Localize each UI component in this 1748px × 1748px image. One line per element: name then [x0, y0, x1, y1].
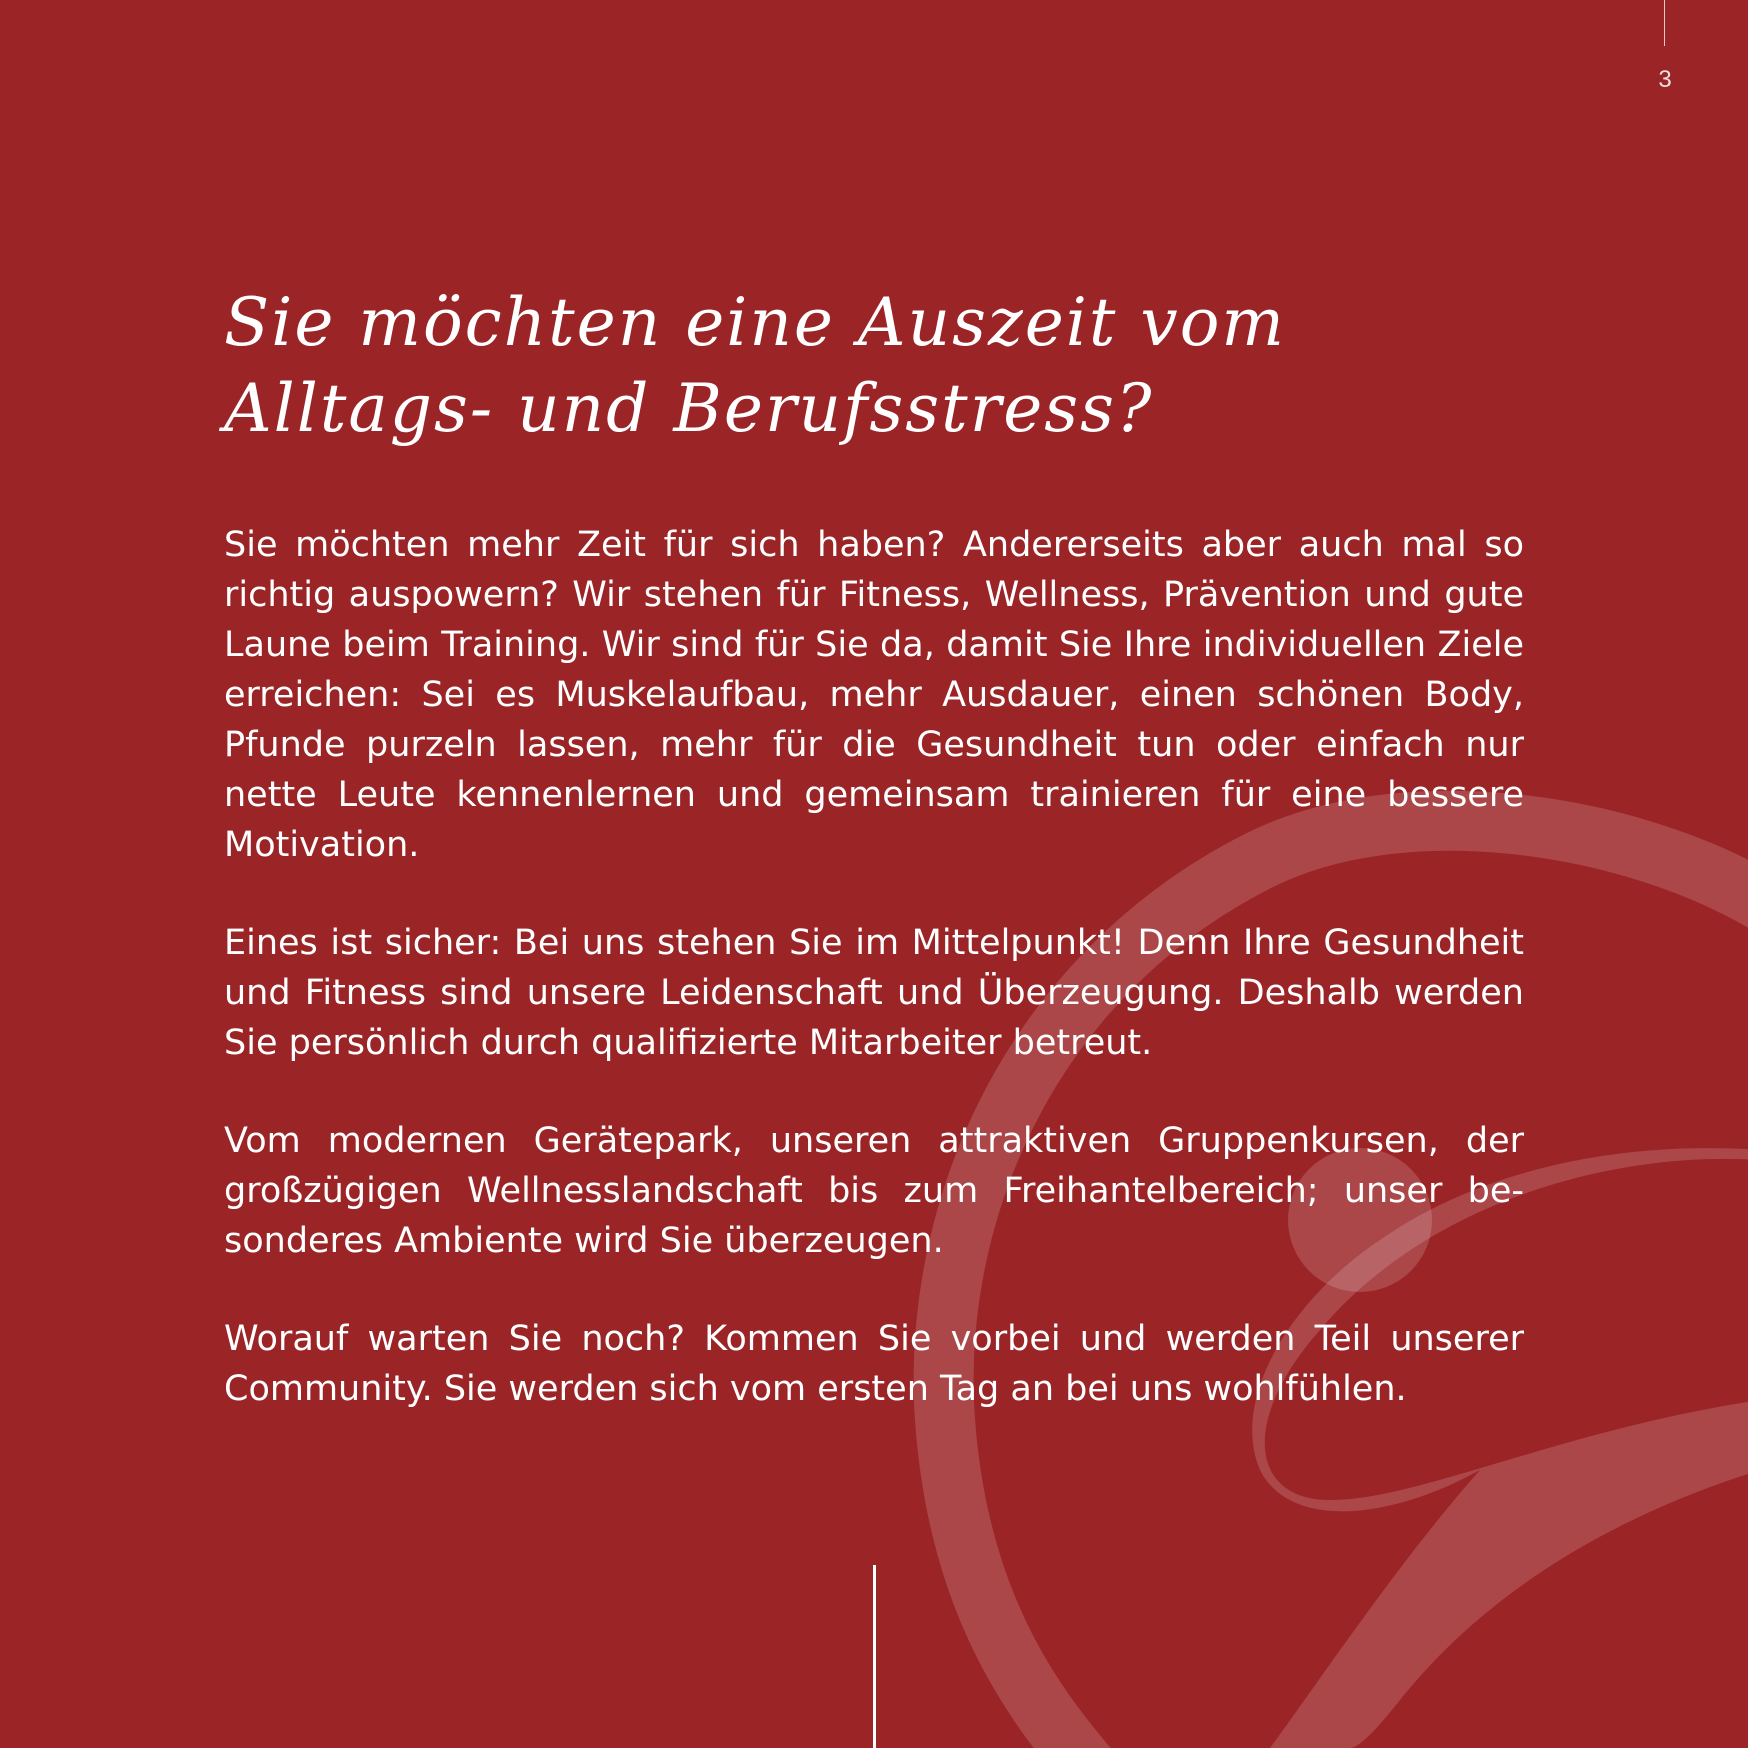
headline	[224, 280, 1524, 452]
paragraph-facilities: Vom modernen Gerätepark, unseren attraktiven Gruppenkursen, der großzügigen Wellnesslandschaft bis zum Freihantelbereich; unser besonderes Ambiente wird Sie überzeugen.	[224, 1121, 1524, 1261]
paragraph-call-to-action: Worauf warten Sie noch? Kommen Sie vorbei und werden Teil unserer Community. Sie werden sich vom ersten Tag an bei uns wohlfühlen.	[224, 1319, 1524, 1409]
paragraph-intro: Sie möchten mehr Zeit für sich haben? Andererseits aber auch mal so richtig auspowern? Wir stehen für Fitness, Wellness, Prävention und gute Laune beim Training. Wir sind für Sie da, damit Sie Ihre individuellen Ziele erreichen: Sei es Muskelaufbau, mehr Ausdauer, einen schönen Body, Pfunde purzeln lassen, mehr für die Gesundheit tun oder einfach nur nette Leute kennenlernen und gemeinsam trainieren für eine bessere Motivation.	[224, 525, 1524, 865]
body-copy	[224, 520, 1524, 1462]
page-number-divider	[1664, 0, 1665, 46]
page-number: 3	[1658, 66, 1672, 93]
headline-line-1: Sie möchten eine Auszeit vom	[224, 284, 1287, 361]
bottom-divider	[873, 1565, 876, 1748]
headline-line-2: Alltags- und Berufsstress?	[224, 370, 1154, 447]
paragraph-focus: Eines ist sicher: Bei uns stehen Sie im Mittelpunkt! Denn Ihre Gesundheit und Fitness sind unsere Leidenschaft und Überzeugung. Deshalb werden Sie persönlich durch qualifizierte Mitarbeiter betreut.	[224, 923, 1524, 1063]
